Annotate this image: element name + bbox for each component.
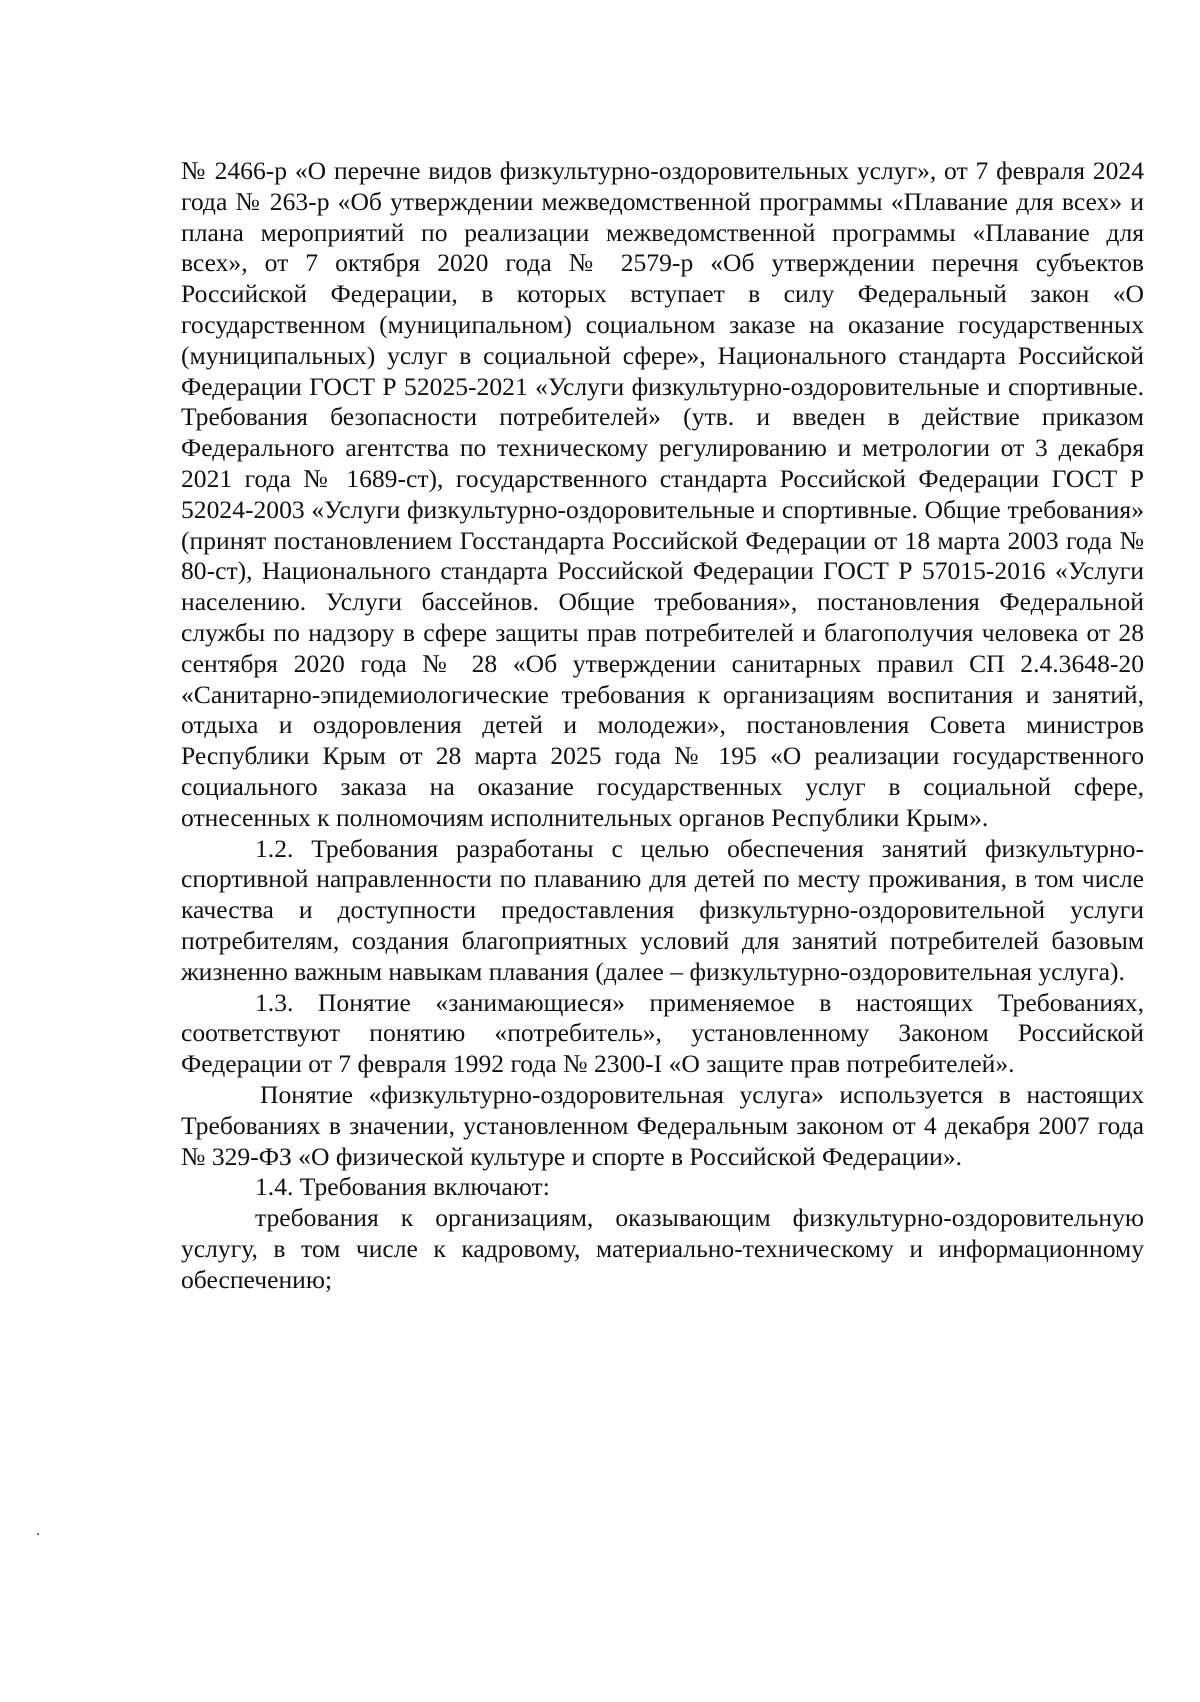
paragraph-legal-references: № 2466-р «О перечне видов физкультурно-оздоровительных услуг», от 7 февраля 2024 года № 263-р «Об утверждении межведомственной программы «Плавание для всех» и плана мероприятий по реализации межведомственной программы «Плавание для всех», от 7 октября 2020 года № 2579-р «Об утверждении перечня субъектов Российской Федерации, в которых вступает в силу Федеральный закон «О государственном (муниципальном) социальном заказе на оказание государственных (муниципальных) услуг в социальной сфере», Национального стандарта Российской Федерации ГОСТ Р 52025-2021 «Услуги физкультурно-оздоровительные и спортивные. Требования безопасности потребителей» (утв. и введен в действие приказом Федерального агентства по техническому регулированию и метрологии от 3 декабря 2021 года № 1689-ст), государственного стандарта Российской Федерации ГОСТ Р 52024-2003 «Услуги физкультурно-оздоровительные и спортивные. Общие требования» (принят постановлением Госстандарта Российской Федерации от 18 марта 2003 года № 80-ст), Национального стандарта Российской Федерации ГОСТ Р 57015-2016 «Услуги населению. Услуги бассейнов. Общие требования», постановления Федеральной службы по надзору в сфере защиты прав потребителей и благополучия человека от 28 сентября 2020 года № 28 «Об утверждении санитарных правил СП 2.4.3648-20 «Санитарно-эпидемиологические требования к организациям воспитания и занятий, отдыха и оздоровления детей и молодежи», постановления Совета министров Республики Крым от 28 марта 2025 года № 195 «О реализации государственного социального заказа на оказание государственных услуг в социальной сфере, отнесенных к полномочиям исполнительных органов Республики Крым». [181,156,1144,832]
paragraph-1-3: 1.3. Понятие «занимающиеся» применяемое в настоящих Требованиях, соответствуют понятию «потребитель», установленному Законом Российской Федерации от 7 февраля 1992 года № 2300-I «О защите прав потребителей». [181,987,1144,1079]
paragraph-1-2: 1.2. Требования разработаны с целью обеспечения занятий физкультурно-спортивной направленности по плаванию для детей по месту проживания, в том числе качества и доступности предоставления физкультурно-оздоровительной услуги потребителям, создания благоприятных условий для занятий потребителей базовым жизненно важным навыкам плавания (далее – физкультурно-оздоровительная услуга). [181,833,1144,986]
paragraph-requirements-item: требования к организациям, оказывающим физкультурно-оздоровительную услугу, в том числе к кадровому, материально-техническому и информационному обеспечению; [181,1203,1144,1294]
document-body [181,156,1144,1295]
paragraph-1-4: 1.4. Требования включают: [255,1172,550,1202]
paragraph-service-definition: Понятие «физкультурно-оздоровительная услуга» используется в настоящих Требованиях в значении, установленном Федеральным законом от 4 декабря 2007 года № 329-ФЗ «О физической культуре и спорте в Российской Федерации». [181,1079,1144,1171]
scan-speck [37,1533,39,1535]
